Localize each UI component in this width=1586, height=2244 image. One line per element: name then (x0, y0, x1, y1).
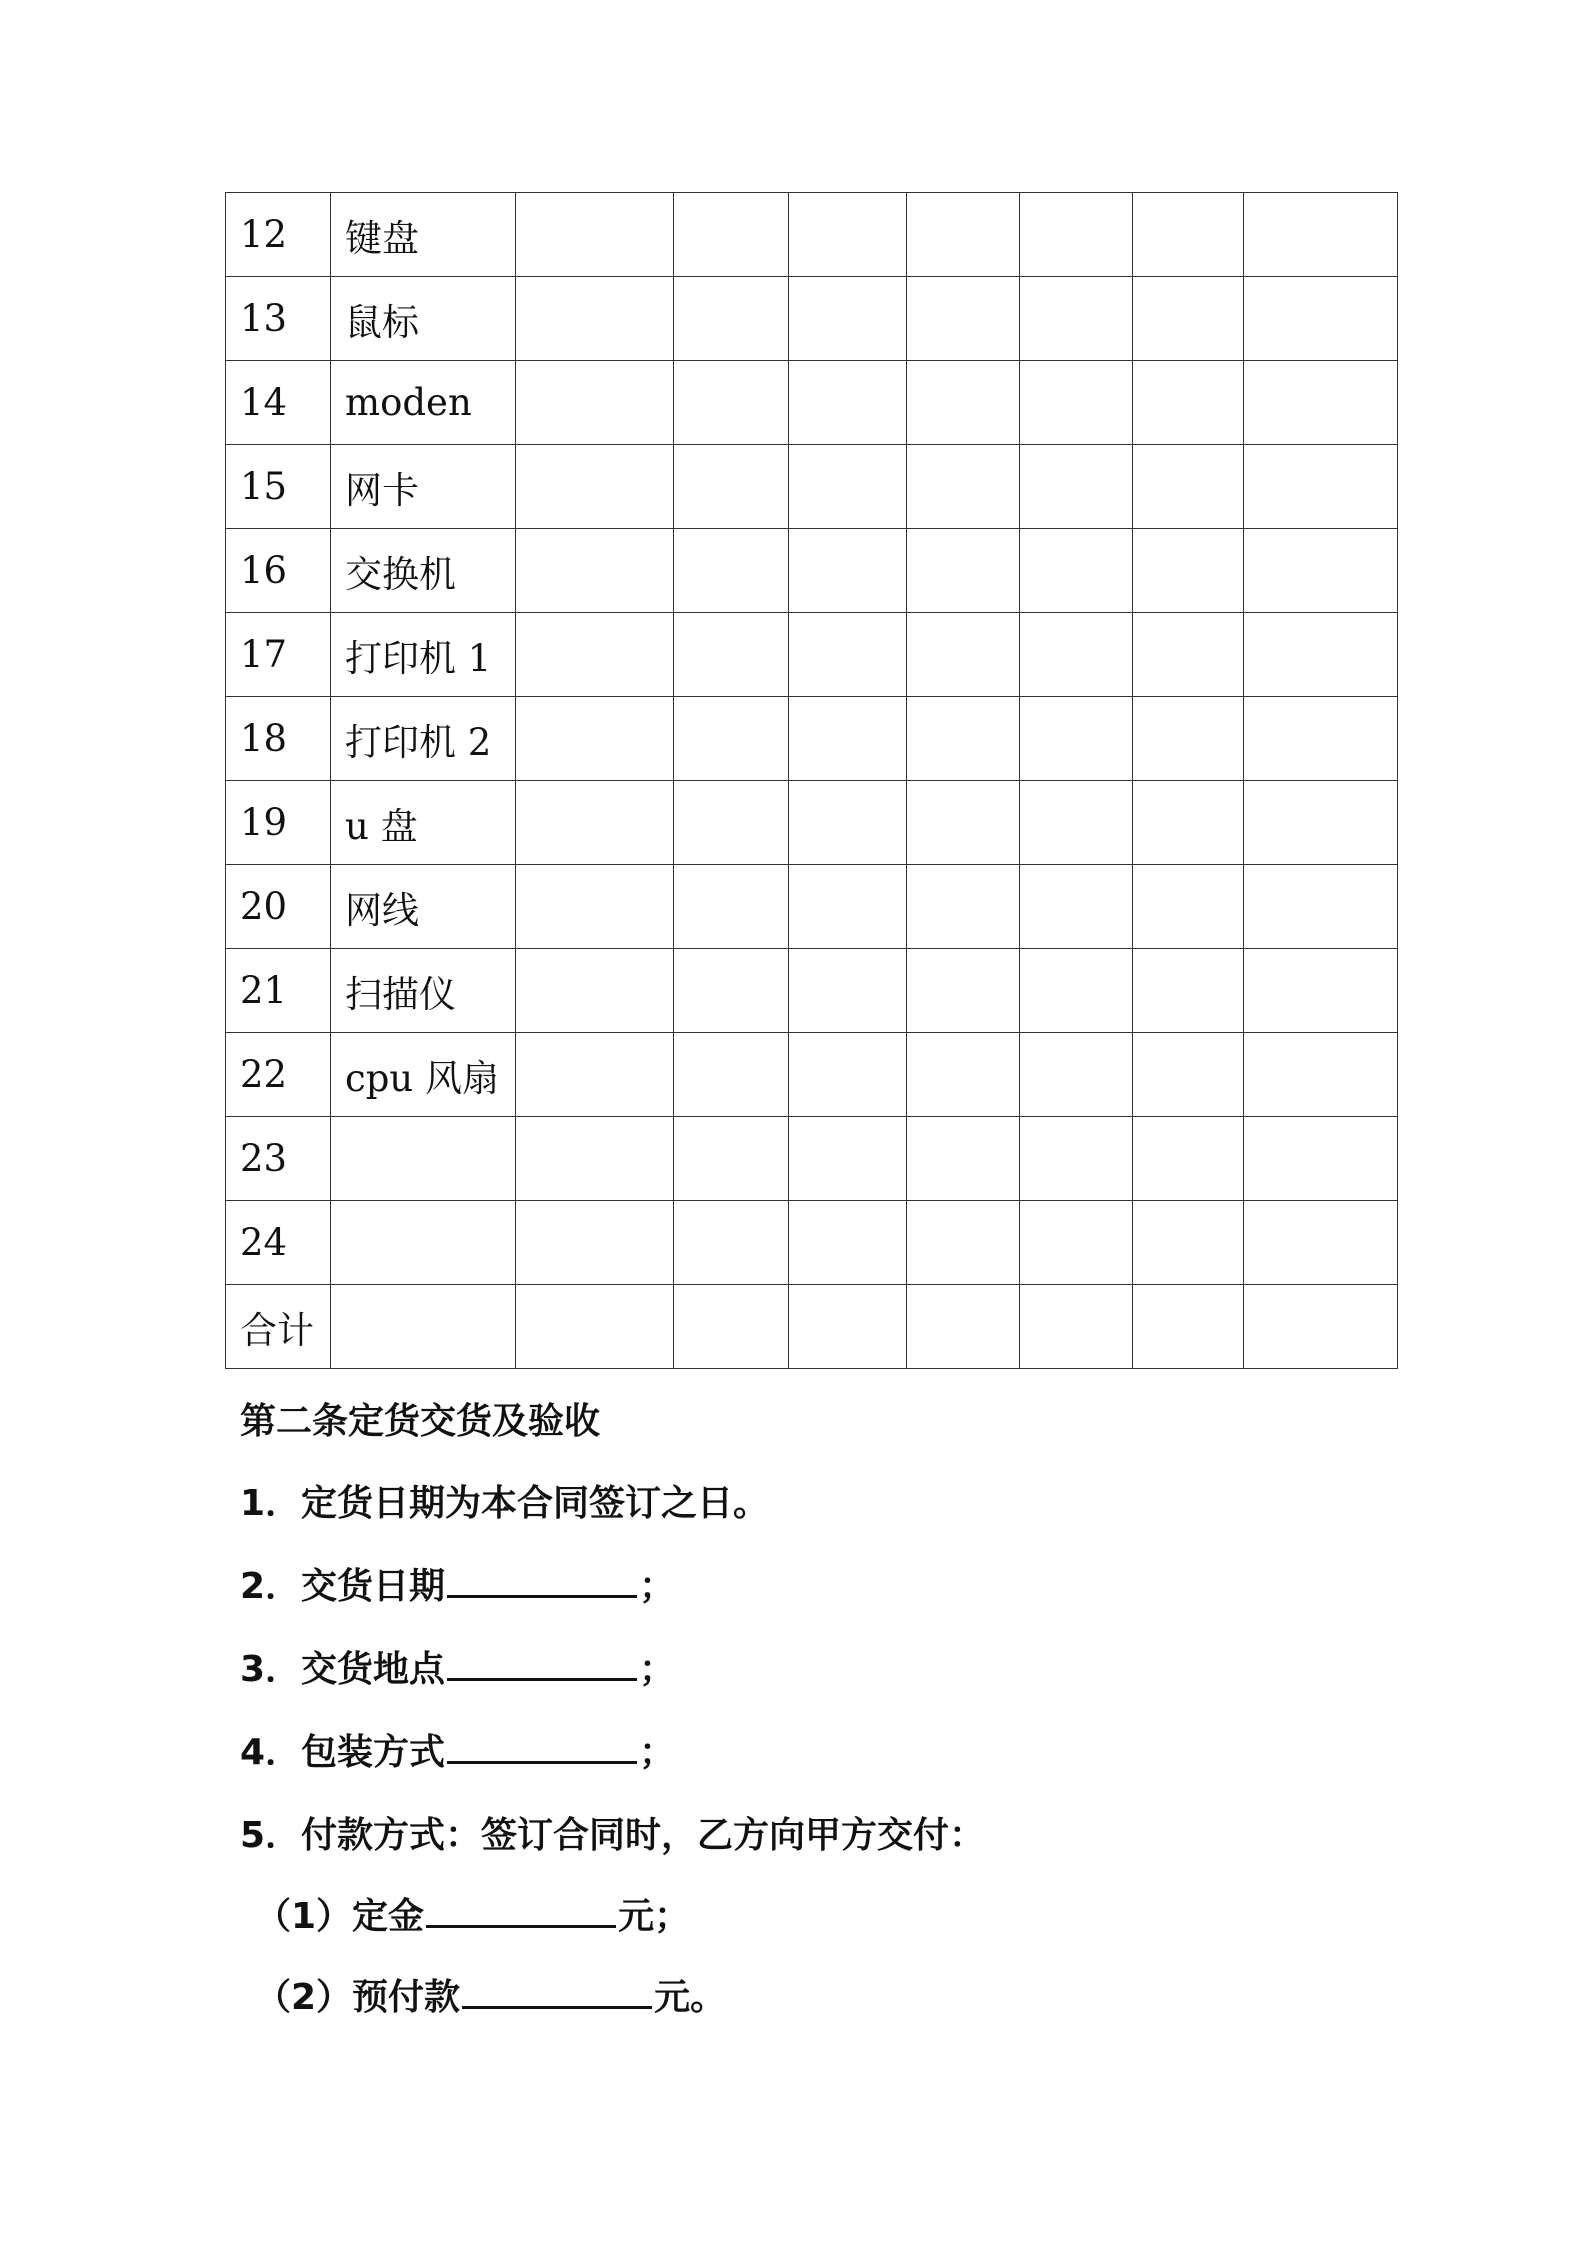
empty-cell (1244, 1117, 1398, 1201)
empty-cell (907, 361, 1020, 445)
clause-packaging-label: 4．包装方式 (240, 1732, 446, 1773)
empty-cell (1020, 1033, 1133, 1117)
empty-cell (1244, 193, 1398, 277)
item-name-cell: 鼠标 (331, 277, 516, 361)
clause-delivery-date-end: ； (639, 1566, 676, 1607)
empty-cell (907, 1285, 1020, 1369)
empty-cell (674, 529, 789, 613)
goods-table (225, 192, 1398, 1369)
empty-cell (516, 1117, 674, 1201)
empty-cell (1244, 1285, 1398, 1369)
empty-cell (674, 1285, 789, 1369)
table-row (226, 277, 1398, 361)
item-name-cell (331, 1117, 516, 1201)
empty-cell (907, 1033, 1020, 1117)
empty-cell (516, 865, 674, 949)
empty-cell (907, 949, 1020, 1033)
empty-cell (1020, 865, 1133, 949)
item-name-cell: cpu 风扇 (331, 1033, 516, 1117)
empty-cell (516, 193, 674, 277)
empty-cell (674, 277, 789, 361)
clause-prepayment-label: （2）预付款 (255, 1977, 461, 2018)
row-number-cell: 16 (226, 529, 331, 613)
goods-table-body (226, 193, 1398, 1369)
empty-cell (674, 445, 789, 529)
empty-cell (1133, 1201, 1244, 1285)
empty-cell (674, 697, 789, 781)
empty-cell (1133, 1285, 1244, 1369)
empty-cell (1133, 697, 1244, 781)
row-number-cell: 合计 (226, 1285, 331, 1369)
empty-cell (907, 529, 1020, 613)
empty-cell (1020, 613, 1133, 697)
row-number-cell: 13 (226, 277, 331, 361)
table-row (226, 193, 1398, 277)
item-name-cell: 打印机 1 (331, 613, 516, 697)
empty-cell (1244, 1201, 1398, 1285)
item-name-cell: 扫描仪 (331, 949, 516, 1033)
table-row (226, 445, 1398, 529)
empty-cell (1020, 1201, 1133, 1285)
table-row (226, 529, 1398, 613)
item-name-cell (331, 1201, 516, 1285)
clause-packaging-end: ； (639, 1732, 676, 1773)
table-row (226, 613, 1398, 697)
clause-packaging (240, 1724, 675, 1775)
empty-cell (674, 949, 789, 1033)
empty-cell (674, 1201, 789, 1285)
empty-cell (907, 1201, 1020, 1285)
empty-cell (789, 865, 907, 949)
row-number-cell: 23 (226, 1117, 331, 1201)
empty-cell (1133, 781, 1244, 865)
clause-prepayment-end: 元。 (654, 1977, 727, 2018)
row-number-cell: 24 (226, 1201, 331, 1285)
table-row (226, 949, 1398, 1033)
item-name-cell: 网线 (331, 865, 516, 949)
row-number-cell: 17 (226, 613, 331, 697)
delivery-date-blank[interactable] (447, 1565, 637, 1598)
empty-cell (674, 865, 789, 949)
item-name-cell: u 盘 (331, 781, 516, 865)
table-row (226, 865, 1398, 949)
empty-cell (1133, 277, 1244, 361)
empty-cell (1020, 1285, 1133, 1369)
row-number-cell: 22 (226, 1033, 331, 1117)
row-number-cell: 18 (226, 697, 331, 781)
item-name-cell (331, 1285, 516, 1369)
empty-cell (674, 1033, 789, 1117)
table-row (226, 1201, 1398, 1285)
empty-cell (789, 277, 907, 361)
empty-cell (1020, 697, 1133, 781)
empty-cell (789, 193, 907, 277)
clause-deposit-end: 元； (618, 1896, 691, 1937)
empty-cell (516, 949, 674, 1033)
empty-cell (1133, 613, 1244, 697)
empty-cell (789, 445, 907, 529)
empty-cell (789, 1117, 907, 1201)
clause-delivery-date-label: 2．交货日期 (240, 1566, 446, 1607)
clause-order-date: 1．定货日期为本合同签订之日。 (240, 1483, 770, 1524)
empty-cell (789, 1285, 907, 1369)
table-row (226, 1117, 1398, 1201)
clause-delivery-date (240, 1558, 675, 1609)
empty-cell (789, 697, 907, 781)
clause-delivery-place (240, 1641, 675, 1692)
empty-cell (907, 613, 1020, 697)
empty-cell (1244, 529, 1398, 613)
empty-cell (1020, 781, 1133, 865)
item-name-cell: 网卡 (331, 445, 516, 529)
empty-cell (907, 697, 1020, 781)
empty-cell (1244, 697, 1398, 781)
empty-cell (789, 949, 907, 1033)
empty-cell (674, 1117, 789, 1201)
empty-cell (907, 193, 1020, 277)
deposit-blank[interactable] (426, 1895, 616, 1928)
empty-cell (1133, 865, 1244, 949)
empty-cell (907, 781, 1020, 865)
row-number-cell: 21 (226, 949, 331, 1033)
empty-cell (1020, 949, 1133, 1033)
table-row (226, 361, 1398, 445)
empty-cell (516, 277, 674, 361)
empty-cell (1244, 781, 1398, 865)
empty-cell (1020, 361, 1133, 445)
empty-cell (516, 697, 674, 781)
section-heading: 第二条定货交货及验收 (240, 1401, 601, 1442)
prepayment-blank[interactable] (462, 1976, 652, 2009)
empty-cell (1133, 1033, 1244, 1117)
empty-cell (789, 1201, 907, 1285)
empty-cell (907, 445, 1020, 529)
empty-cell (907, 277, 1020, 361)
clause-prepayment (255, 1969, 726, 2020)
row-number-cell: 12 (226, 193, 331, 277)
delivery-place-blank[interactable] (447, 1648, 637, 1681)
empty-cell (1133, 445, 1244, 529)
empty-cell (789, 1033, 907, 1117)
empty-cell (516, 529, 674, 613)
empty-cell (516, 781, 674, 865)
empty-cell (1020, 529, 1133, 613)
empty-cell (1244, 865, 1398, 949)
empty-cell (1244, 949, 1398, 1033)
empty-cell (516, 1201, 674, 1285)
table-row (226, 781, 1398, 865)
item-name-cell: moden (331, 361, 516, 445)
empty-cell (516, 613, 674, 697)
empty-cell (1244, 613, 1398, 697)
empty-cell (907, 1117, 1020, 1201)
empty-cell (789, 361, 907, 445)
empty-cell (1244, 277, 1398, 361)
empty-cell (1244, 445, 1398, 529)
empty-cell (674, 613, 789, 697)
empty-cell (1020, 193, 1133, 277)
empty-cell (1244, 361, 1398, 445)
table-row (226, 1285, 1398, 1369)
empty-cell (674, 193, 789, 277)
clause-payment: 5．付款方式：签订合同时，乙方向甲方交付： (240, 1815, 986, 1856)
empty-cell (516, 1285, 674, 1369)
empty-cell (516, 361, 674, 445)
empty-cell (1244, 1033, 1398, 1117)
packaging-blank[interactable] (447, 1731, 637, 1764)
row-number-cell: 19 (226, 781, 331, 865)
empty-cell (1020, 1117, 1133, 1201)
empty-cell (789, 781, 907, 865)
empty-cell (674, 781, 789, 865)
table-row (226, 697, 1398, 781)
empty-cell (1020, 277, 1133, 361)
empty-cell (907, 865, 1020, 949)
empty-cell (789, 613, 907, 697)
item-name-cell: 交换机 (331, 529, 516, 613)
empty-cell (1133, 1117, 1244, 1201)
empty-cell (789, 529, 907, 613)
table-row (226, 1033, 1398, 1117)
item-name-cell: 键盘 (331, 193, 516, 277)
row-number-cell: 15 (226, 445, 331, 529)
empty-cell (516, 445, 674, 529)
empty-cell (674, 361, 789, 445)
empty-cell (1133, 529, 1244, 613)
empty-cell (1133, 949, 1244, 1033)
row-number-cell: 14 (226, 361, 331, 445)
row-number-cell: 20 (226, 865, 331, 949)
clause-deposit-label: （1）定金 (255, 1896, 425, 1937)
empty-cell (1020, 445, 1133, 529)
clause-delivery-place-end: ； (639, 1649, 676, 1690)
clause-deposit (255, 1888, 690, 1939)
empty-cell (516, 1033, 674, 1117)
item-name-cell: 打印机 2 (331, 697, 516, 781)
empty-cell (1133, 193, 1244, 277)
clause-delivery-place-label: 3．交货地点 (240, 1649, 446, 1690)
empty-cell (1133, 361, 1244, 445)
